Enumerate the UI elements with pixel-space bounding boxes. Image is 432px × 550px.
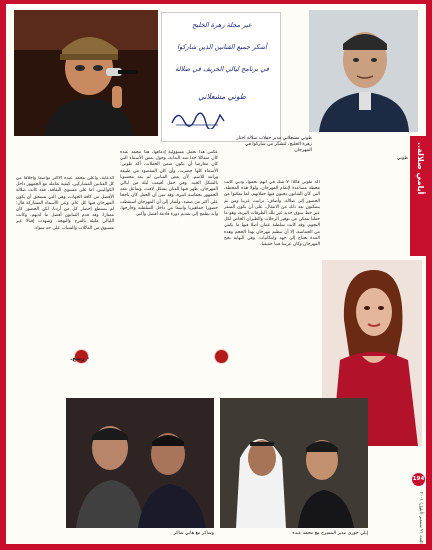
byline: - ربيع.: [70, 355, 90, 362]
magazine-page: [6, 4, 426, 544]
article-text-middle: عكس هذا تحمل مسؤولية إدماقها، هذا محمد عبده كان متفائلا جدا منذ البداية، وحول بعض الأسماء التي كان معارضا أن تكون ضمن الحفلات، أكد طوني: الأسماء كلها حضرت، وأن كان المقصود من طبيعة وراثته للاسم، لأن بعض الفنانين لم يعد محسوبا بالشكل الجيد. وفي حفل أقيمت ليلة من ليالي المهرجان، ظهر فيها الفنان بشكل لافت، وتفاعل معه الجمهور بحماسة كبيرة، وقد تبين أن الحفل كان ناجحا على أكثر من صعيد. وأشار إلى أن المهرجان استقطب حضورا جماهيريا واسعا من داخل السلطنة وخارجها، وأنه يطمح إلى تقديم دورة قادمة أفضل وأكبر.: [120, 150, 218, 218]
magazine-logo-icon-2: [214, 349, 229, 364]
signature-name: طوني مشعلاني: [198, 92, 246, 101]
tony-portrait: [309, 10, 418, 132]
tony-caption: طوني مشعلاني مدير حفلات صلالة اختار زهرة الخليج، لنشكر من شاركوا في المهرجان: [236, 136, 312, 153]
article-column-middle: [120, 150, 218, 396]
side-title: أيامي صلالة..: [416, 142, 425, 195]
singer-photo: [14, 10, 158, 136]
bottom-left-caption: وشاكر مع هاني شاكر: [173, 531, 214, 536]
note-line-2: أشكر جميع الفنانين الذين شاركوا: [177, 43, 267, 51]
bottom-right-caption: إيلي خوري مدير المسرح مع محمد عبده: [292, 531, 368, 536]
bottom-left-photo: [66, 398, 214, 528]
signed-note: [161, 12, 281, 142]
bottom-right-photo: [220, 398, 368, 528]
article-column-right: [224, 180, 320, 394]
note-line-3: في برنامج ليالي الخريف في صلالة: [175, 65, 269, 73]
article-text-right: أكد طوني قائلا: لا شك في أنهم نجموا، ودبي كانت محطة مساعدة لإتمام المهرجان، ولولا هذه المحطة، التي كان الفنانون يحيون فيها حفلاتهم، لما تمكنوا من الحضور إلى صلالة. وأضاف: ترانيت عربيا ومن ثم يتمكنون بعد ذلك من الانتقال، على أن يكون السفر عبر خط سوق جديد غير تلك الطرقات البرية، وهو ما جعلنا نتمكن من توفير الرحلات والطيران الخاص لكل النجوم. وقد كانت سلطنة عمان أصلا فيها ما يكفي من الحماسة، إلا أن تنظيم مهرجان بهذا الحجم وهذه المدة يحتاج إلى جهد وإمكانيات. وفي النهاية نجح المهرجان وكان عرسا فنيا حقيقيا.: [224, 180, 320, 248]
article-text-left: الدعاية، وأعلن محمد عبده الأكثر تواضعا وأخلاقا من كل الفنانين المشاركين، كيفية تعامله مع الجمهور داخل الكواليس. أما على مستوى الثقافة، فقد كانت صلالة الأفضل من كافة الجهات، وهي التي تستحق أن يكون المهرجان فيها كل عام. وعن الأسماء المشاركة قال: لم نستطع إحضار كل من أردنا، لكن الحضور كان ممتازا. وقد قدم الفنانون أفضل ما لديهم، وكانت الليالي مليئة بالفرح والبهجة، وشهدت إقبالا غير مسبوق من العائلات والشباب على حد سواء.: [16, 176, 114, 231]
page-number: 194: [412, 473, 425, 486]
tony-name-label: طوني: [396, 156, 408, 161]
article-column-left: [16, 176, 114, 362]
issue-date: العدد ٢١ سبتمبر (أيلول) ٢٠٠١: [419, 492, 424, 544]
signature-scrawl: [168, 105, 228, 129]
note-line-1: عبر مجلة زهرة الخليج: [192, 21, 252, 29]
